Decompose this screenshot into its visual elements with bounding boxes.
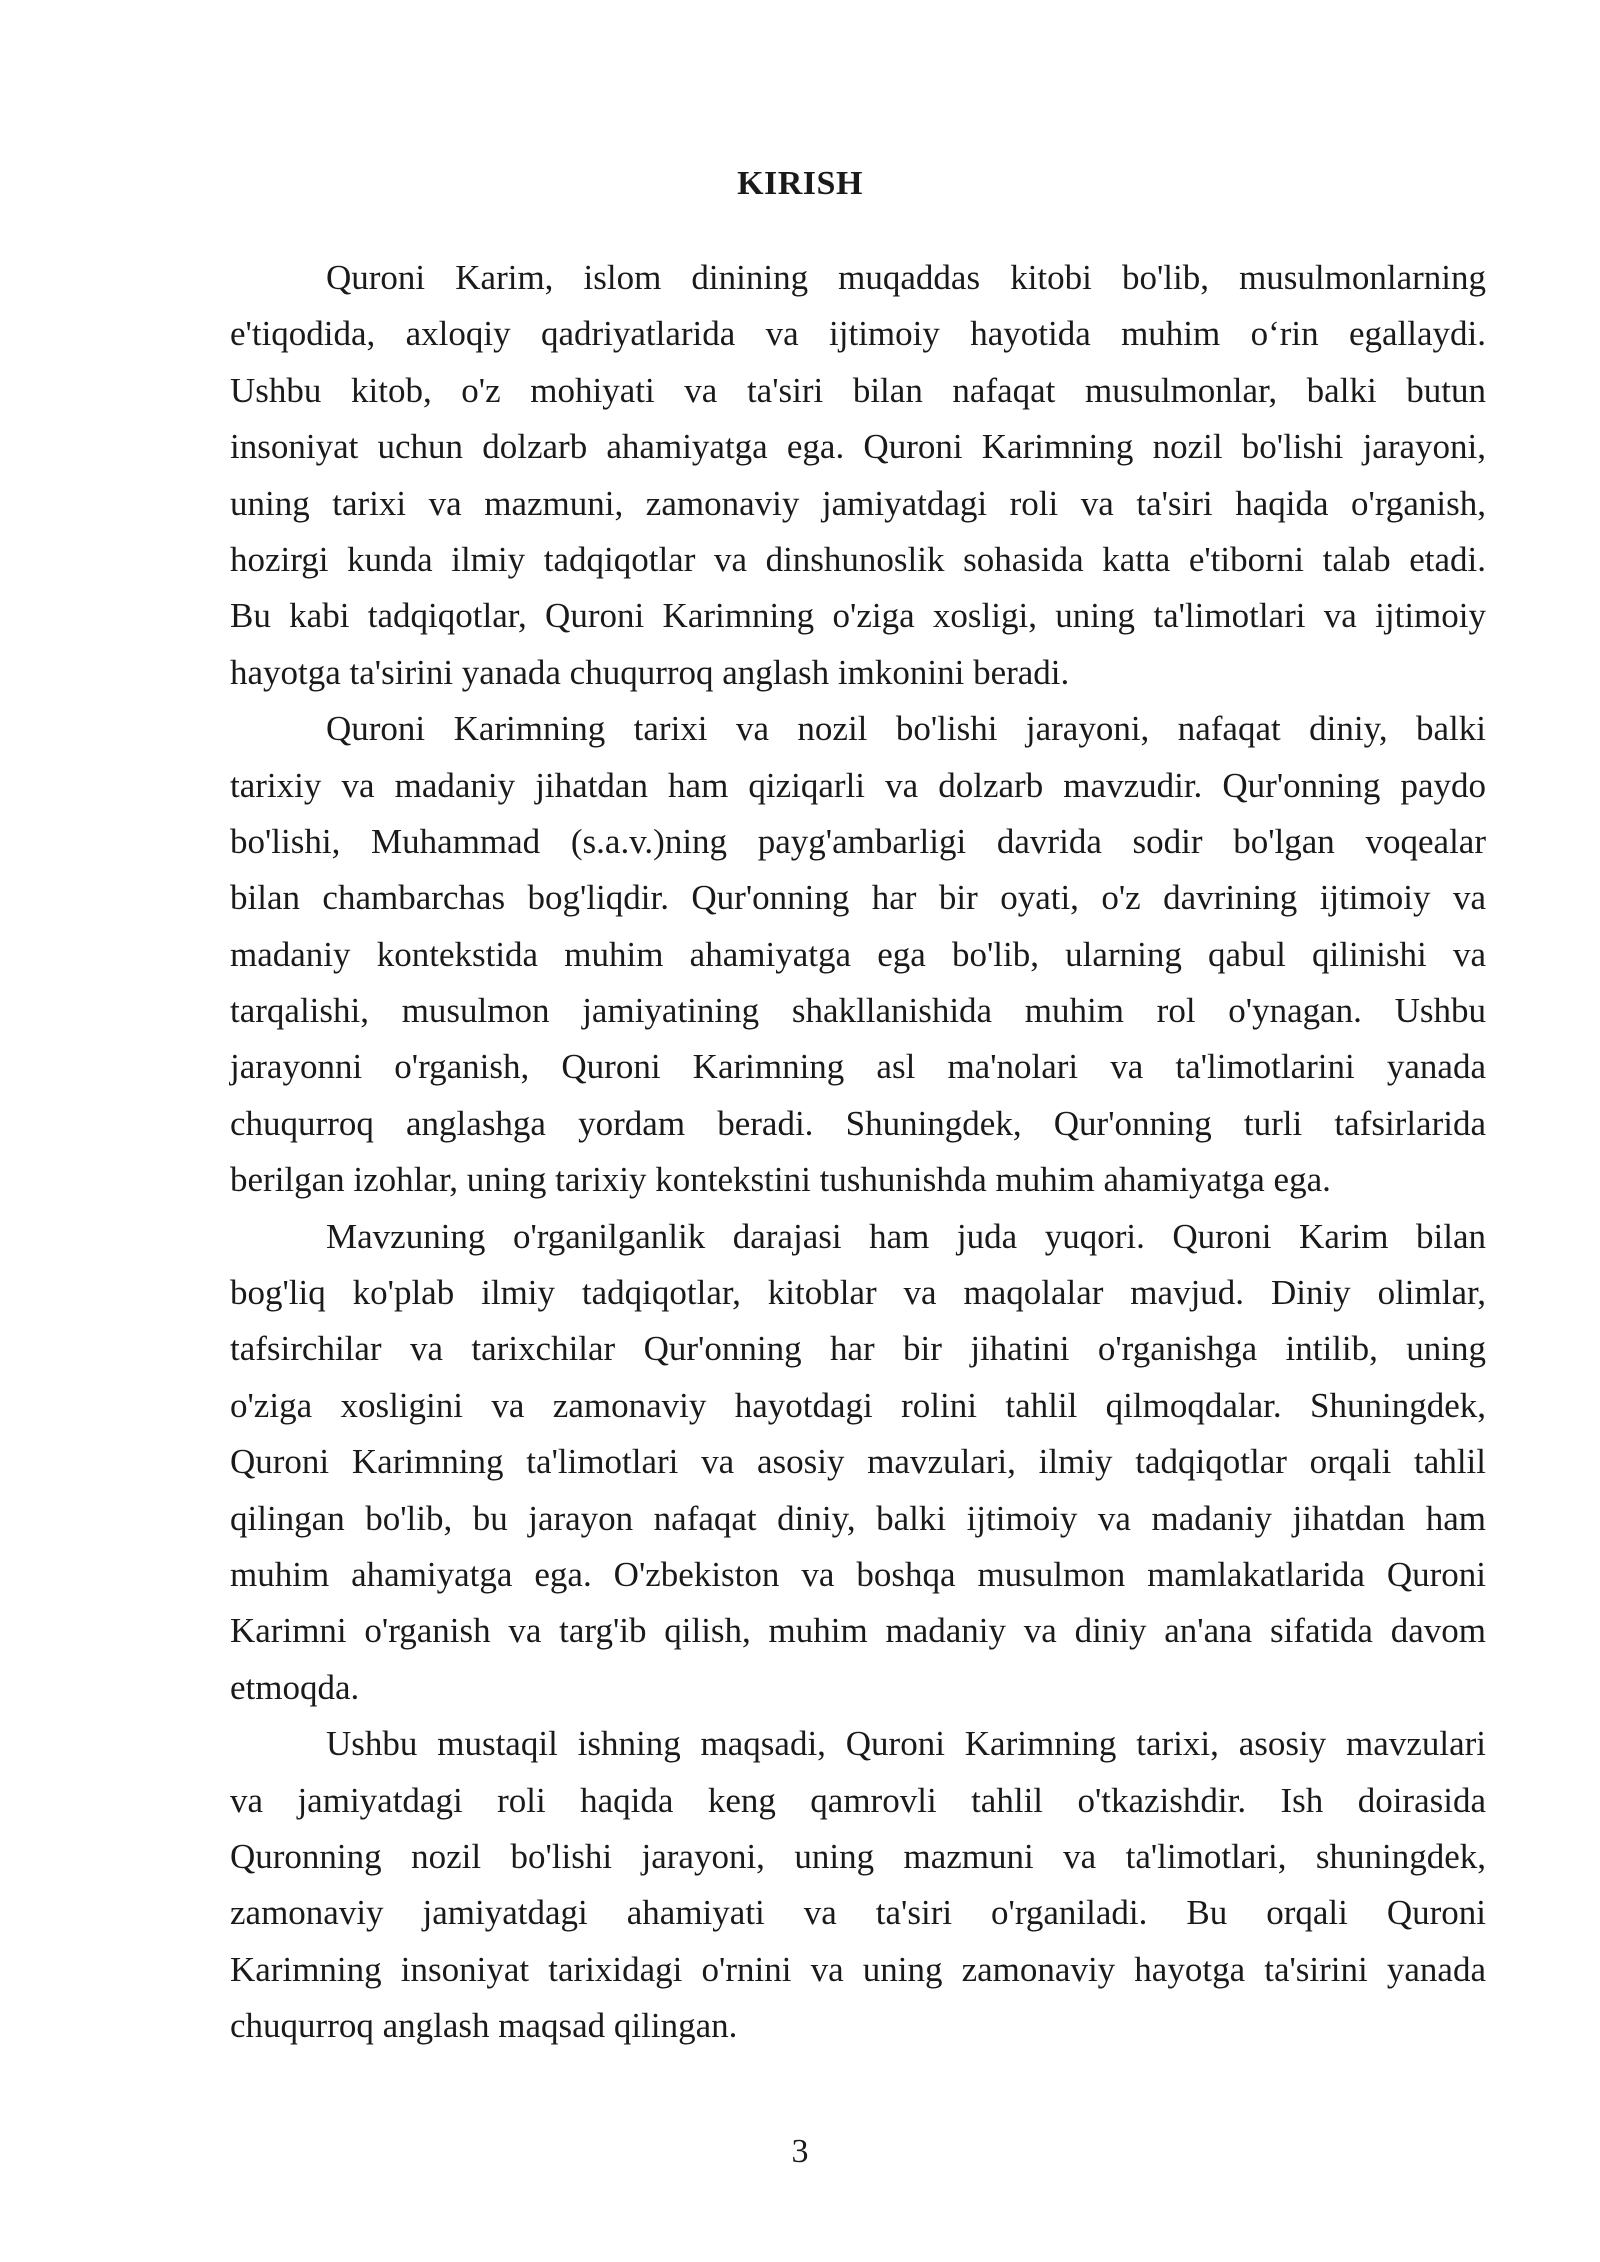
paragraph-line: Ushbu mustaqil ishning maqsadi, Quroni Karimning tarixi, asosiy mavzulari <box>326 1724 1486 1764</box>
paragraph-line: chuqurroq anglash maqsad qilingan. <box>230 2006 738 2046</box>
paragraph-line: Mavzuning o'rganilganlik darajasi ham juda yuqori. Quroni Karim bilan <box>326 1216 1486 1256</box>
paragraph-line: Karimning insoniyat tarixidagi o'rnini va uning zamonaviy hayotga ta'sirini yanada <box>230 1949 1486 1989</box>
paragraph-line: e'tiqodida, axloqiy qadriyatlarida va ijtimoiy hayotida muhim o‘rin egallaydi. <box>230 314 1486 354</box>
section-title: KIRISH <box>737 165 863 202</box>
paragraph-line: bog'liq ko'plab ilmiy tadqiqotlar, kitoblar va maqolalar mavjud. Diniy olimlar, <box>230 1273 1486 1313</box>
paragraph-line: Ushbu kitob, o'z mohiyati va ta'siri bilan nafaqat musulmonlar, balki butun <box>230 370 1486 410</box>
paragraph-line: uning tarixi va mazmuni, zamonaviy jamiyatdagi roli va ta'siri haqida o'rganish, <box>230 483 1486 523</box>
paragraph-line: hozirgi kunda ilmiy tadqiqotlar va dinshunoslik sohasida katta e'tiborni talab etadi. <box>230 539 1486 579</box>
paragraph-line: madaniy kontekstida muhim ahamiyatga ega bo'lib, ularning qabul qilinishi va <box>230 934 1486 974</box>
page-number: 3 <box>791 2133 809 2170</box>
paragraph-line: jarayonni o'rganish, Quroni Karimning asl ma'nolari va ta'limotlarini yanada <box>230 1047 1486 1087</box>
paragraph <box>230 1209 1486 1717</box>
paragraph-line: chuqurroq anglashga yordam beradi. Shuningdek, Qur'onning turli tafsirlarida <box>230 1103 1486 1143</box>
paragraph-line: etmoqda. <box>230 1667 360 1707</box>
paragraph-line: muhim ahamiyatga ega. O'zbekiston va boshqa musulmon mamlakatlarida Quroni <box>230 1554 1486 1594</box>
paragraph-line: tafsirchilar va tarixchilar Qur'onning har bir jihatini o'rganishga intilib, uning <box>230 1329 1486 1369</box>
paragraph-line: zamonaviy jamiyatdagi ahamiyati va ta'siri o'rganiladi. Bu orqali Quroni <box>230 1893 1486 1933</box>
paragraph-line: Quronning nozil bo'lishi jarayoni, uning mazmuni va ta'limotlari, shuningdek, <box>230 1836 1486 1876</box>
paragraph-line: berilgan izohlar, uning tarixiy kontekstini tushunishda muhim ahamiyatga ega. <box>230 1160 1331 1200</box>
paragraph-line: tarixiy va madaniy jihatdan ham qiziqarli va dolzarb mavzudir. Qur'onning paydo <box>230 765 1486 805</box>
paragraph-line: insoniyat uchun dolzarb ahamiyatga ega. Quroni Karimning nozil bo'lishi jarayoni, <box>230 427 1486 467</box>
paragraph-line: tarqalishi, musulmon jamiyatining shakllanishida muhim rol o'ynagan. Ushbu <box>230 991 1486 1031</box>
paragraph-line: Quroni Karimning tarixi va nozil bo'lishi jarayoni, nafaqat diniy, balki <box>326 709 1486 749</box>
paragraph-line: bilan chambarchas bog'liqdir. Qur'onning har bir oyati, o'z davrining ijtimoiy va <box>230 878 1486 918</box>
paragraph-line: o'ziga xosligini va zamonaviy hayotdagi rolini tahlil qilmoqdalar. Shuningdek, <box>230 1385 1486 1425</box>
paragraph-line: va jamiyatdagi roli haqida keng qamrovli tahlil o'tkazishdir. Ish doirasida <box>230 1780 1486 1820</box>
paragraph-line: qilingan bo'lib, bu jarayon nafaqat diniy, balki ijtimoiy va madaniy jihatdan ham <box>230 1498 1486 1538</box>
paragraph-line: Quroni Karim, islom dinining muqaddas kitobi bo'lib, musulmonlarning <box>326 258 1486 297</box>
paragraph <box>230 701 1486 1209</box>
paragraph-line: bo'lishi, Muhammad (s.a.v.)ning payg'ambarligi davrida sodir bo'lgan voqealar <box>230 821 1486 861</box>
paragraph <box>230 1716 1486 2054</box>
paragraph <box>230 250 1486 701</box>
paragraph-line: Karimni o'rganish va targ'ib qilish, muhim madaniy va diniy an'ana sifatida davom <box>230 1611 1486 1651</box>
paragraph-line: Quroni Karimning ta'limotlari va asosiy mavzulari, ilmiy tadqiqotlar orqali tahlil <box>230 1442 1486 1482</box>
paragraph-line: hayotga ta'sirini yanada chuqurroq anglash imkonini beradi. <box>230 652 1070 692</box>
paragraph-line: Bu kabi tadqiqotlar, Quroni Karimning o'ziga xosligi, uning ta'limotlari va ijtimoiy <box>230 596 1486 636</box>
body-text <box>230 250 1486 2055</box>
